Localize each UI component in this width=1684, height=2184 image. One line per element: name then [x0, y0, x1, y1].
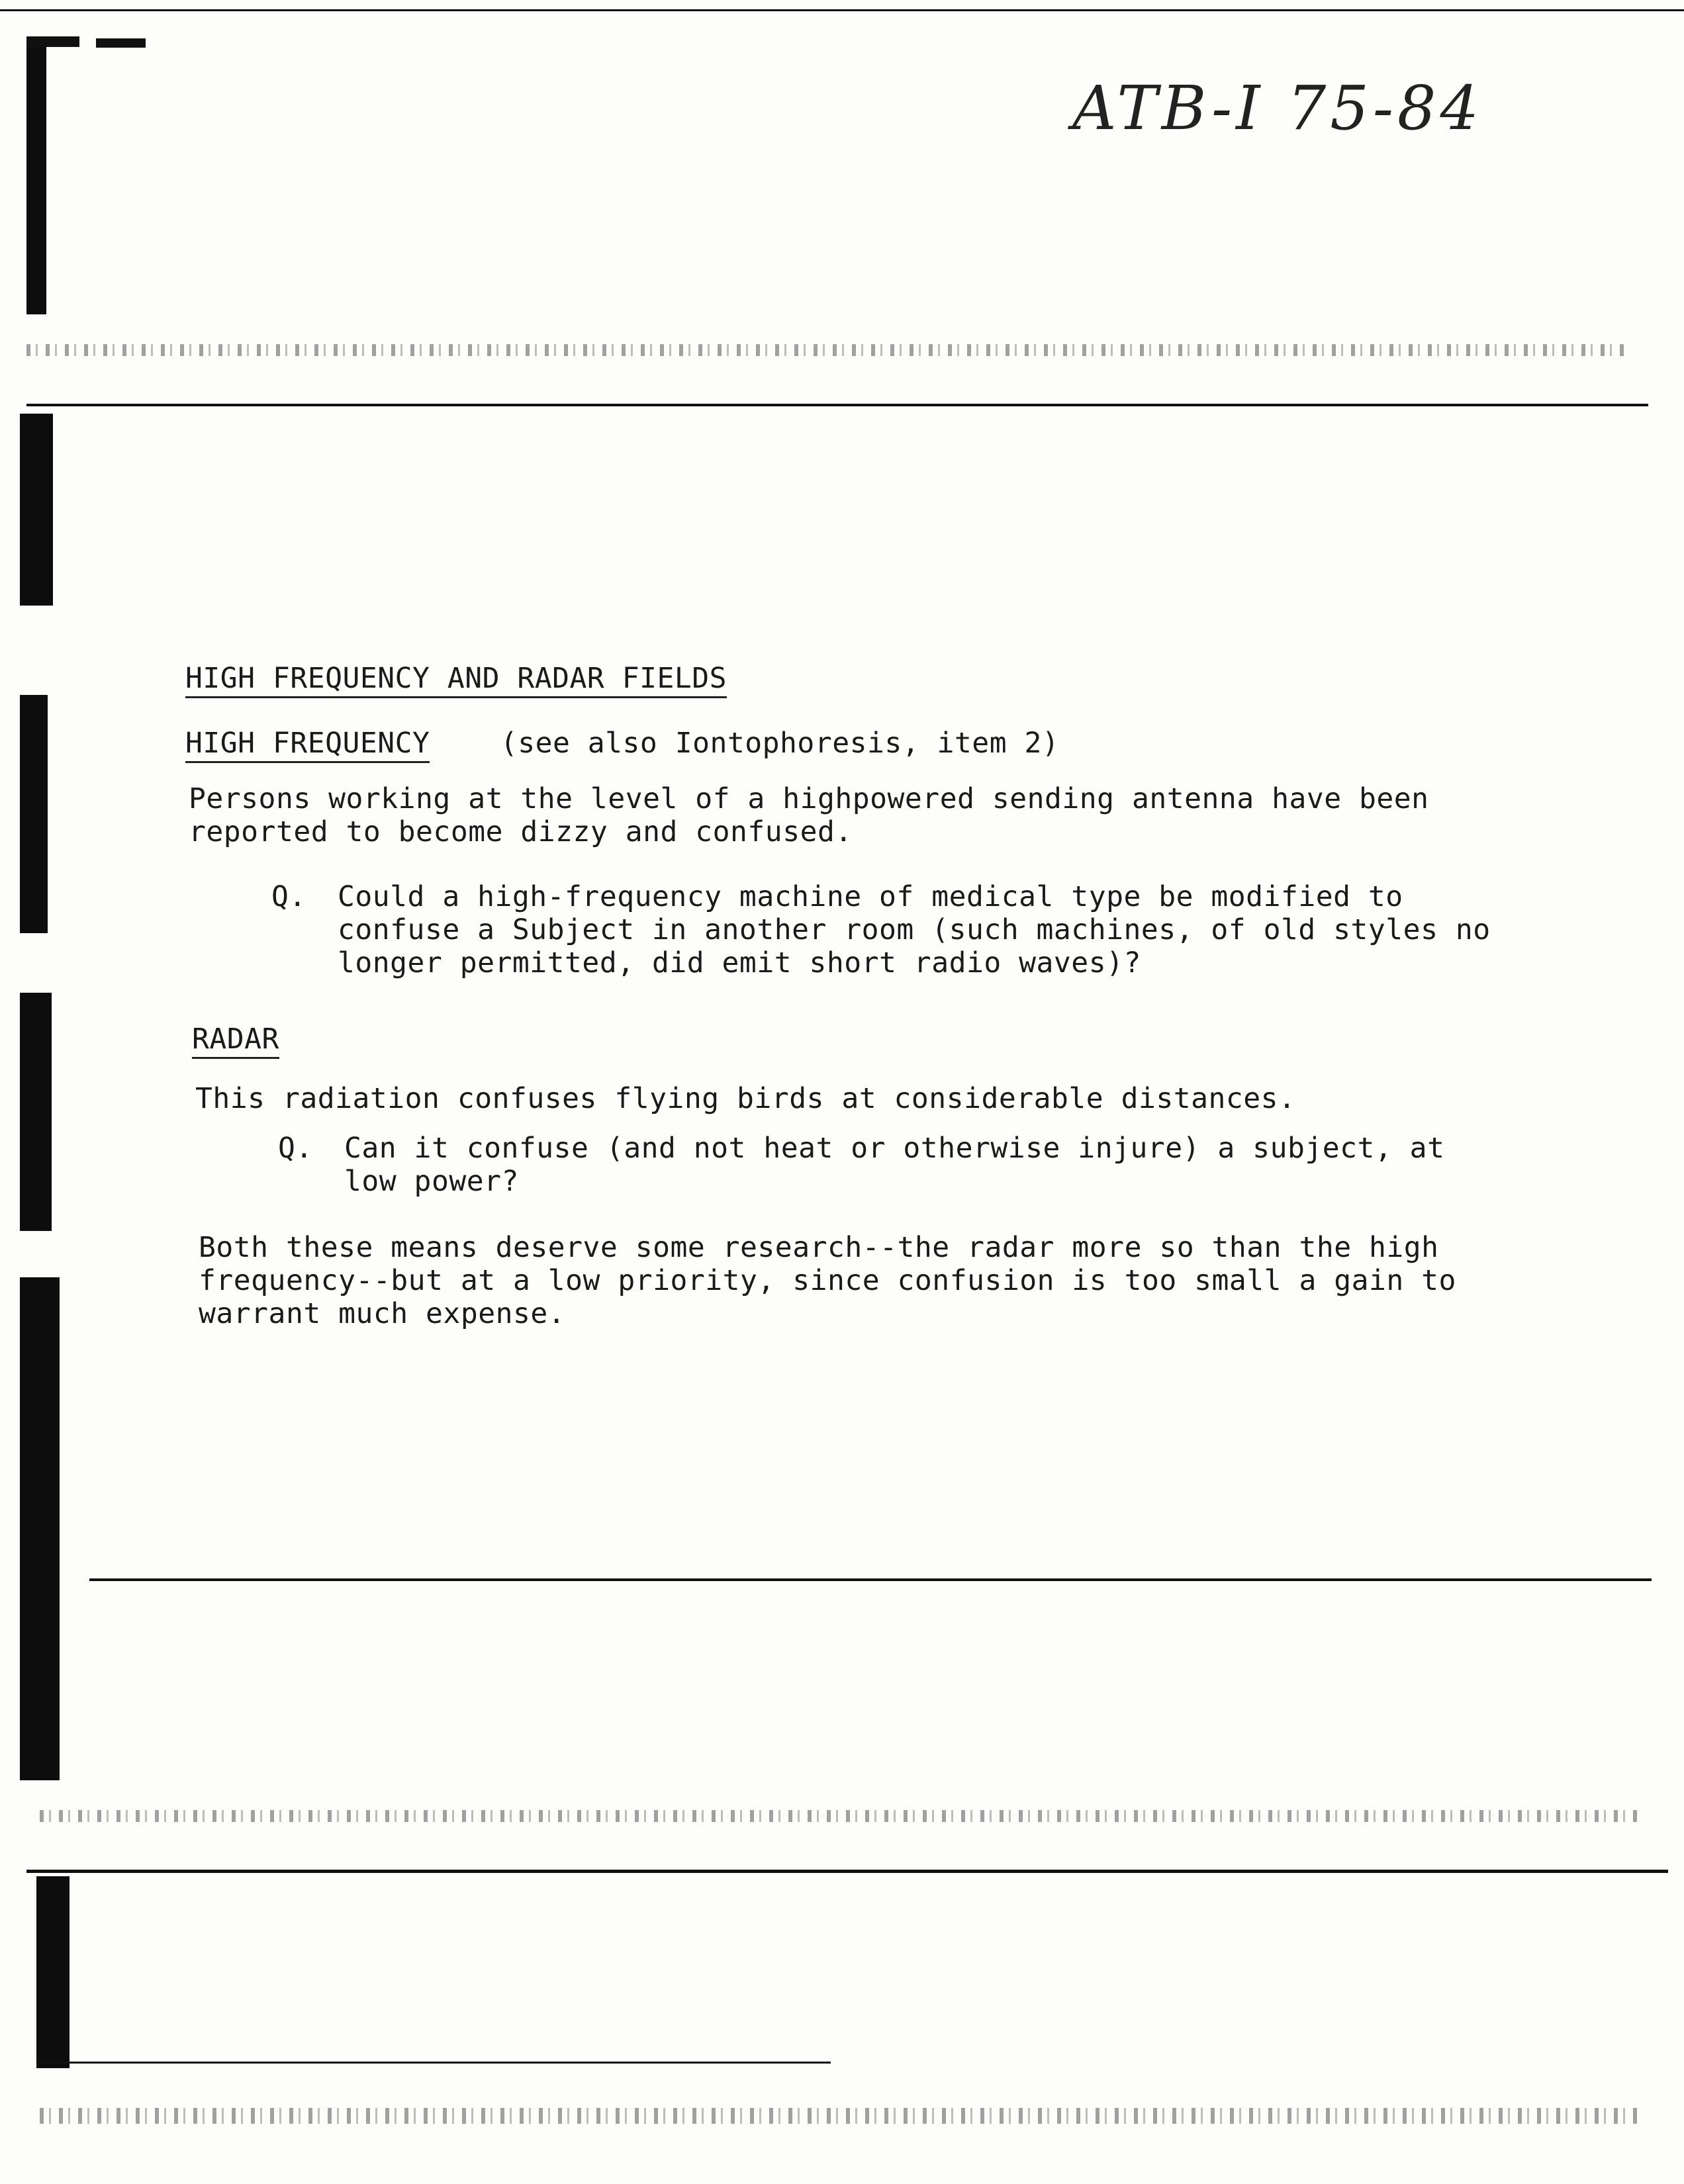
question-text: Could a high-frequency machine of medical type be modified to confuse a Subject in another room (such machines, of old styles no longer permitted, did emit short radio waves)?	[338, 880, 1491, 979]
card-3-bottom-line	[36, 2062, 831, 2064]
card-2-left-bar-2	[20, 695, 48, 933]
question-text: Can it confuse (and not heat or otherwise injure) a subject, at low power?	[344, 1132, 1445, 1198]
document-title	[185, 662, 727, 695]
high-frequency-question	[271, 880, 1503, 979]
card-2-top-line	[26, 404, 1648, 406]
section-heading-radar-row	[192, 1023, 279, 1056]
card-2-left-bar-1	[20, 414, 53, 606]
card-2-bottom-line	[89, 1578, 1652, 1581]
title-text: HIGH FREQUENCY AND RADAR FIELDS	[185, 662, 727, 698]
question-marker: Q.	[271, 880, 306, 913]
section-heading-radar: RADAR	[192, 1023, 279, 1059]
conclusion-paragraph: Both these means deserve some research--the radar more so than the high frequency--but at a low priority, since confusion is too small a gain to warrant much expense.	[199, 1231, 1456, 1330]
card-1-left-bar	[26, 36, 46, 314]
section-heading-row	[185, 727, 1059, 760]
see-also-note: (see also Iontophoresis, item 2)	[500, 727, 1060, 760]
card-1-top-mark	[26, 36, 79, 47]
card-2-left-bar-3	[20, 993, 52, 1231]
section-heading-high-frequency: HIGH FREQUENCY	[185, 727, 430, 763]
tear-line-2	[40, 1810, 1642, 1822]
handwritten-file-code: ATB-I 75-84	[1072, 73, 1483, 144]
question-marker: Q.	[278, 1132, 313, 1165]
card-3-top-line	[26, 1870, 1668, 1873]
card-3-left-bar	[36, 1876, 70, 2068]
tear-line-1	[26, 344, 1628, 356]
radar-paragraph: This radiation confuses flying birds at considerable distances.	[195, 1082, 1296, 1115]
top-edge-line	[0, 9, 1684, 11]
card-1-tab-mark	[96, 38, 146, 48]
card-2-left-bar-4	[20, 1277, 60, 1780]
high-frequency-paragraph: Persons working at the level of a highpowered sending antenna have been reported to become dizzy and confused.	[189, 782, 1429, 848]
radar-question	[278, 1132, 1509, 1198]
tear-line-3	[40, 2108, 1642, 2124]
